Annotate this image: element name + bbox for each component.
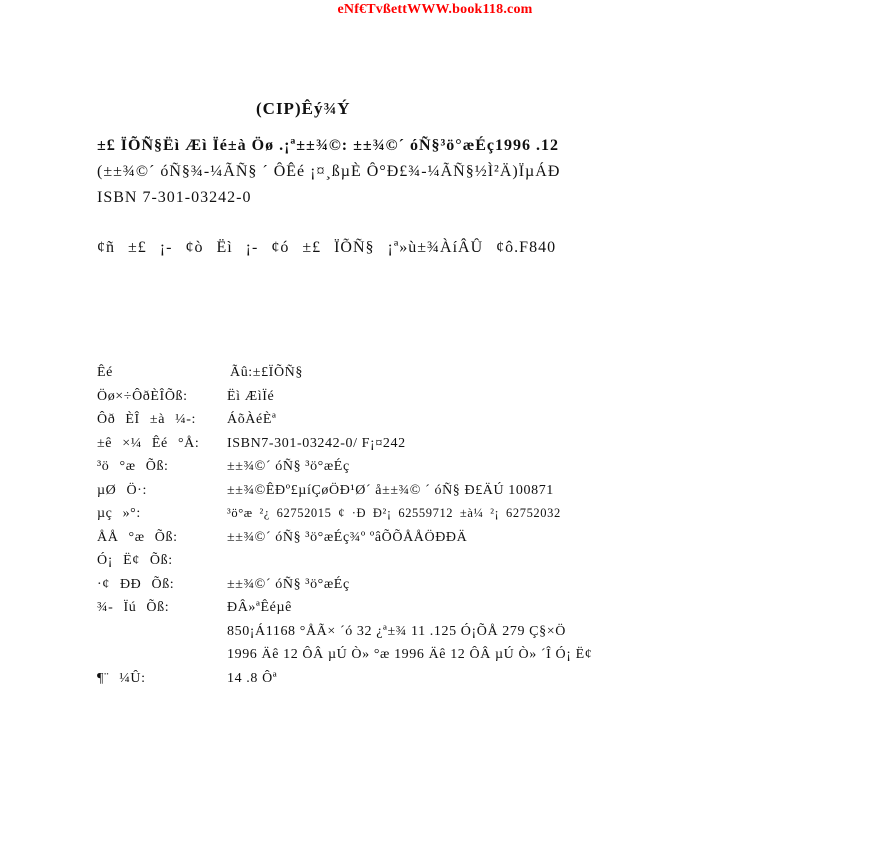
cip-title: (CIP)Êý¾Ý	[256, 99, 351, 118]
info-row-printer	[97, 553, 837, 577]
publication-info	[97, 365, 837, 694]
info-label: µç »°:	[97, 506, 141, 521]
info-row-edition	[97, 647, 837, 671]
info-value: ±±¾©ÊÐº£µíÇøÖÐ¹Ø´ å±±¾© ´ óÑ§ Ð£ÄÚ 100871	[227, 482, 554, 498]
info-row-isbn	[97, 436, 837, 460]
cip-data-block	[97, 133, 817, 211]
watermark-text: eNf€TvßettWWW.book118.com	[337, 2, 533, 17]
cip-line: ±£ ÏÕÑ§Ëì Æì Ïé±à Öø .¡ª±±¾©: ±±¾©´ óÑ§³ö°æÉç1996 .12	[97, 137, 560, 154]
info-row-format	[97, 624, 837, 648]
info-label: ·¢ ÐÐ Õß:	[97, 576, 175, 592]
info-value: Ëì ÆìÏé	[227, 388, 275, 404]
info-value: ±±¾©´ óÑ§ ³ö°æÉç¾º ºâÕÕÅÅÖÐÐÄ	[227, 529, 468, 545]
info-row-address	[97, 483, 837, 507]
info-label: Ôð ÈÎ ±à ¼-:	[97, 412, 196, 427]
info-value: ³ö°æ ²¿ 62752015 ¢ ·Ð Ð²¡ 62559712 ±à¼ ²¡ 62752032	[227, 506, 561, 520]
info-value: ÁõÀéÈª	[227, 412, 277, 427]
info-value: 1996 Äê 12 ÔÂ µÚ Ò» °æ 1996 Äê 12 ÔÂ µÚ Ò» ´Î Ó¡ Ë¢	[227, 647, 593, 662]
info-row-phone	[97, 506, 837, 530]
info-row-price	[97, 671, 837, 695]
info-label: Öø×÷ÔðÈÎÕß:	[97, 388, 188, 404]
info-value: ISBN7-301-03242-0/ F¡¤242	[227, 435, 406, 451]
classification-line: ¢ñ ±£ ¡- ¢ò Ëì ¡- ¢ó ±£ ÏÕÑ§ ¡ª»ù±¾ÀíÂÛ ¢ô.F840	[97, 239, 557, 256]
info-label: Ó¡ Ë¢ Õß:	[97, 553, 173, 568]
info-row-distributor	[97, 577, 837, 601]
cip-line: ISBN 7-301-03242-0	[97, 189, 252, 206]
info-row-title	[97, 365, 837, 389]
info-value: Ãû:±£ÏÕÑ§	[230, 365, 303, 380]
info-label: Êé	[97, 365, 113, 380]
info-row-typesetter	[97, 530, 837, 554]
info-label: ±ê ×¼ Êé °Å:	[97, 435, 200, 451]
info-value: 14 .8 Ôª	[227, 670, 278, 686]
info-row-seller	[97, 600, 837, 624]
info-label: µØ Ö·:	[97, 482, 147, 498]
info-row-publisher	[97, 459, 837, 483]
info-row-editor	[97, 412, 837, 436]
info-value: ±±¾©´ óÑ§ ³ö°æÉç	[227, 459, 350, 474]
info-label: ¶¨ ¼Û:	[97, 670, 146, 686]
info-label: ÅÅ °æ Õß:	[97, 529, 178, 545]
info-label: ³ö °æ Õß:	[97, 459, 169, 474]
info-value: ÐÂ»ªÊéµê	[227, 600, 292, 615]
info-row-author	[97, 389, 837, 413]
cip-line: (±±¾©´ óÑ§¾-¼ÃÑ§ ´ ÔÊé ¡¤¸ßµÈ Ô°Ð£¾-¼ÃÑ§½Ì²Ä)ÏµÁÐ	[97, 163, 561, 180]
info-value: ±±¾©´ óÑ§ ³ö°æÉç	[227, 576, 350, 592]
info-label: ¾- Ïú Õß:	[97, 600, 170, 615]
info-value: 850¡Á1168 °ÅÃ× ´ó 32 ¿ª±¾ 11 .125 Ó¡ÕÅ 279 Ç§×Ö	[227, 623, 566, 639]
